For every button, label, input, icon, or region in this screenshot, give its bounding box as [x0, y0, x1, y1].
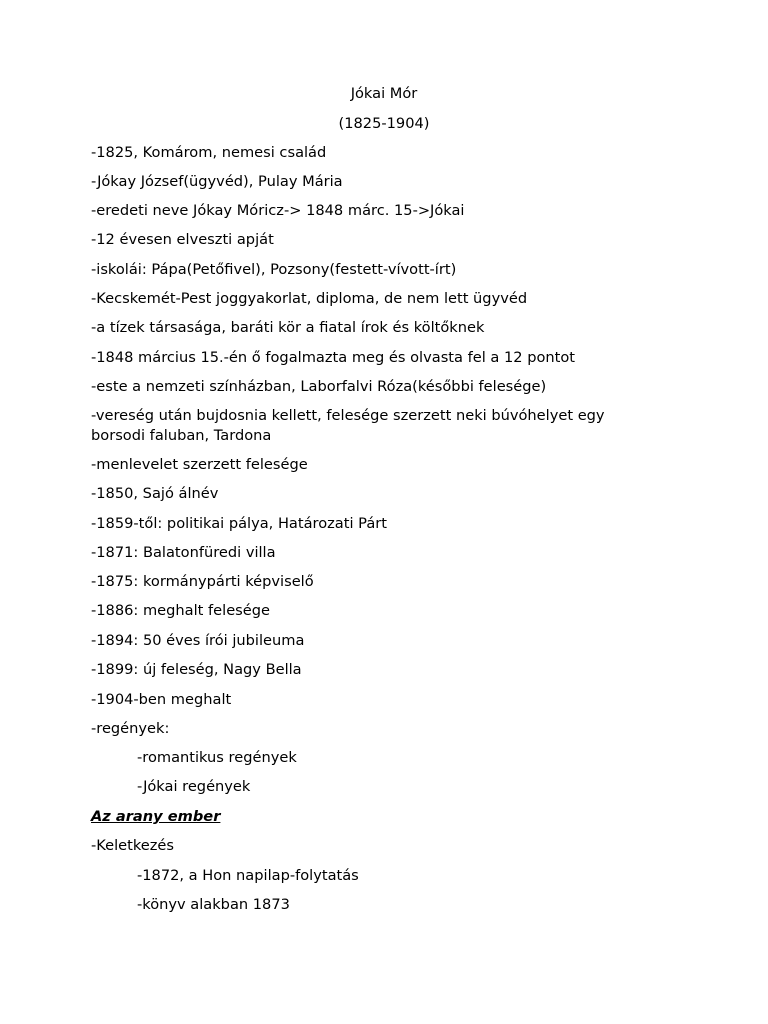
- section-sub-item: -1872, a Hon napilap-folytatás: [137, 867, 359, 884]
- doc-title: Jókai Mór: [350, 85, 418, 102]
- novel-type-item: -romantikus regények: [137, 749, 297, 766]
- bio-line: -menlevelet szerzett felesége: [91, 456, 308, 473]
- novel-type-item: -Jókai regények: [137, 778, 251, 795]
- section-heading: Az arany ember: [91, 808, 221, 825]
- section-line: -Keletkezés: [91, 837, 174, 854]
- bio-line: -regények:: [91, 720, 170, 737]
- section-sub-item: -könyv alakban 1873: [137, 896, 290, 913]
- bio-line: -1899: új feleség, Nagy Bella: [91, 661, 302, 678]
- bio-line: -1886: meghalt felesége: [91, 602, 271, 619]
- bio-line: -Kecskemét-Pest joggyakorlat, diploma, de nem lett ügyvéd: [91, 290, 528, 307]
- bio-line: -este a nemzeti színházban, Laborfalvi Róza(későbbi felesége): [91, 378, 547, 395]
- bio-line: -iskolái: Pápa(Petőfivel), Pozsony(festett-vívott-írt): [91, 261, 457, 278]
- bio-line: -1848 március 15.-én ő fogalmazta meg és olvasta fel a 12 pontot: [91, 349, 576, 366]
- bio-line: -a tízek társasága, baráti kör a fiatal írok és költőknek: [91, 319, 485, 336]
- doc-years: (1825-1904): [338, 115, 430, 132]
- bio-line: -1859-től: politikai pálya, Határozati Párt: [91, 515, 387, 532]
- bio-line: -eredeti neve Jókay Móricz-> 1848 márc. 15->Jókai: [91, 202, 465, 219]
- bio-line: -1871: Balatonfüredi villa: [91, 544, 276, 561]
- bio-line: -1850, Sajó álnév: [91, 485, 219, 502]
- bio-line: -Jókay József(ügyvéd), Pulay Mária: [91, 173, 343, 190]
- bio-line: -1904-ben meghalt: [91, 691, 232, 708]
- bio-line: -1825, Komárom, nemesi család: [91, 144, 327, 161]
- bio-line: -vereség után bujdosnia kellett, felesége szerzett neki búvóhelyet egy borsodi faluban, Tardona: [91, 407, 605, 444]
- bio-line: -12 évesen elveszti apját: [91, 231, 274, 248]
- bio-line: -1875: kormánypárti képviselő: [91, 573, 314, 590]
- bio-line: -1894: 50 éves írói jubileuma: [91, 632, 305, 649]
